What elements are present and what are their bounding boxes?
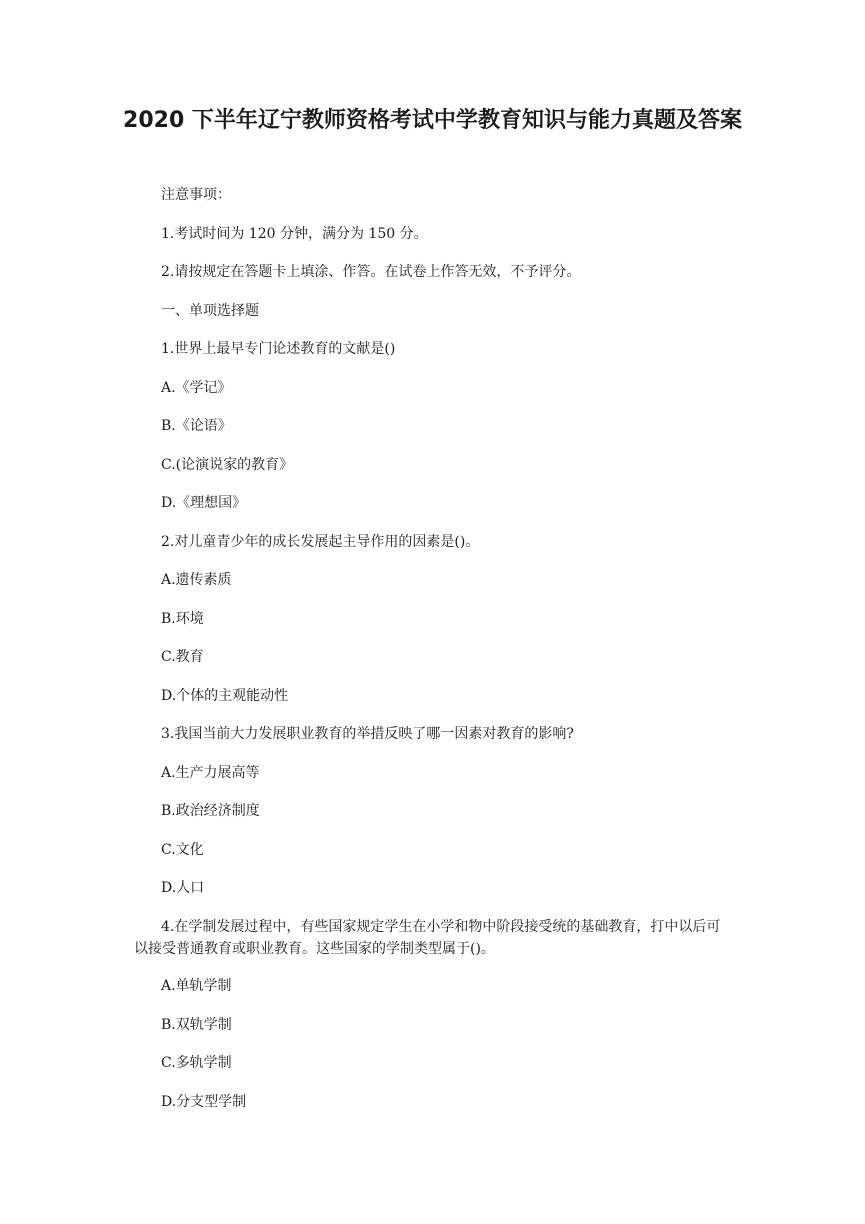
question-3-option-b: B.政治经济制度 (161, 803, 260, 819)
question-1-option-a: A.《学记》 (161, 380, 232, 396)
section-heading: 一、单项选择题 (161, 303, 259, 319)
document-title: 2020 下半年辽宁教师资格考试中学教育知识与能力真题及答案 (123, 108, 742, 133)
question-1-option-d: D.《理想国》 (161, 495, 247, 511)
question-2-stem: 2.对儿童青少年的成长发展起主导作用的因素是()。 (161, 534, 480, 550)
notes-item-2: 2.请按规定在答题卡上填涂、作答。在试卷上作答无效，不予评分。 (161, 264, 581, 280)
question-4-stem: 4.在学制发展过程中，有些国家规定学生在小学和物中阶段接受统的基础教育，打中以后可以接受普通教育或职业教育。这些国家的学制类型属于()。 (134, 919, 721, 957)
question-2-option-b: B.环境 (161, 611, 204, 627)
question-3-option-c: C.文化 (161, 842, 204, 858)
question-1-stem: 1.世界上最早专门论述教育的文献是() (161, 341, 396, 357)
question-3-stem: 3.我国当前大力发展职业教育的举措反映了哪一因素对教育的影响? (161, 726, 574, 742)
question-4-option-b: B.双轨学制 (161, 1017, 232, 1033)
question-4-option-c: C.多轨学制 (161, 1055, 232, 1071)
question-3-option-d: D.人口 (161, 880, 205, 896)
notes-heading: 注意事项： (161, 187, 231, 203)
question-4-option-a: A.单轨学制 (161, 978, 232, 994)
question-1-option-b: B.《论语》 (161, 418, 232, 434)
question-2-option-d: D.个体的主观能动性 (161, 688, 289, 704)
question-4-option-d: D.分支型学制 (161, 1094, 247, 1110)
question-1-option-c: C.(论演说家的教育》 (161, 457, 294, 473)
question-2-option-c: C.教育 (161, 649, 204, 665)
question-2-option-a: A.遗传素质 (161, 572, 232, 588)
notes-item-1: 1.考试时间为 120 分钟，满分为 150 分。 (161, 226, 428, 242)
question-3-option-a: A.生产力展高等 (161, 765, 260, 781)
